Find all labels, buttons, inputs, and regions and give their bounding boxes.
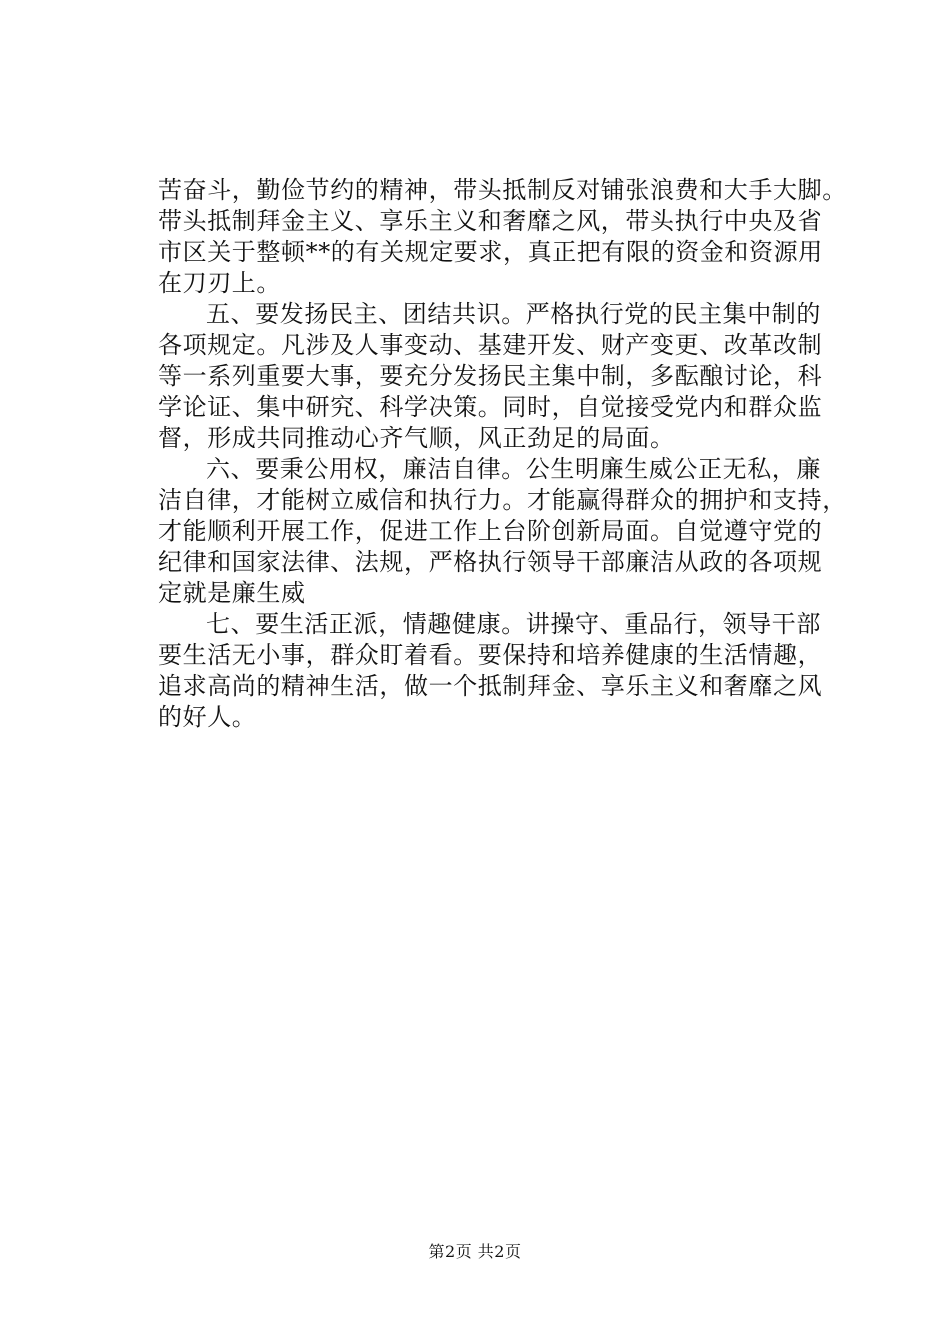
body-text xyxy=(158,175,847,733)
text-line: 市区关于整顿**的有关规定要求，真正把有限的资金和资源用 xyxy=(158,238,823,266)
paragraph-start-line: 六、要秉公用权，廉洁自律。公生明廉生威公正无私，廉 xyxy=(206,455,821,483)
text-line: 等一系列重要大事，要充分发扬民主集中制，多酝酿讨论，科 xyxy=(158,362,823,390)
text-line: 纪律和国家法律、法规，严格执行领导干部廉洁从政的各项规 xyxy=(158,548,823,576)
text-line: 苦奋斗，勤俭节约的精神，带头抵制反对铺张浪费和大手大脚。 xyxy=(158,176,847,204)
page-footer: 第2页 共2页 xyxy=(428,1242,522,1261)
paragraph-start-line: 五、要发扬民主、团结共识。严格执行党的民主集中制的 xyxy=(206,300,821,328)
text-line: 在刀刃上。 xyxy=(158,269,281,297)
text-line: 追求高尚的精神生活，做一个抵制拜金、享乐主义和奢靡之风 xyxy=(158,672,823,700)
text-line: 要生活无小事，群众盯着看。要保持和培养健康的生活情趣， xyxy=(158,641,823,669)
text-line: 带头抵制拜金主义、享乐主义和奢靡之风，带头执行中央及省 xyxy=(158,207,823,235)
paragraph-start-line: 七、要生活正派，情趣健康。讲操守、重品行，领导干部 xyxy=(206,610,821,638)
text-line: 学论证、集中研究、科学决策。同时，自觉接受党内和群众监 xyxy=(158,393,823,421)
text-line: 定就是廉生威 xyxy=(158,579,306,607)
text-line: 才能顺利开展工作，促进工作上台阶创新局面。自觉遵守党的 xyxy=(158,517,823,545)
text-line: 的好人。 xyxy=(158,703,257,731)
text-line: 洁自律，才能树立威信和执行力。才能赢得群众的拥护和支持， xyxy=(158,486,847,514)
text-line: 督，形成共同推动心齐气顺，风正劲足的局面。 xyxy=(158,424,675,452)
text-line: 各项规定。凡涉及人事变动、基建开发、财产变更、改革改制 xyxy=(158,331,823,359)
